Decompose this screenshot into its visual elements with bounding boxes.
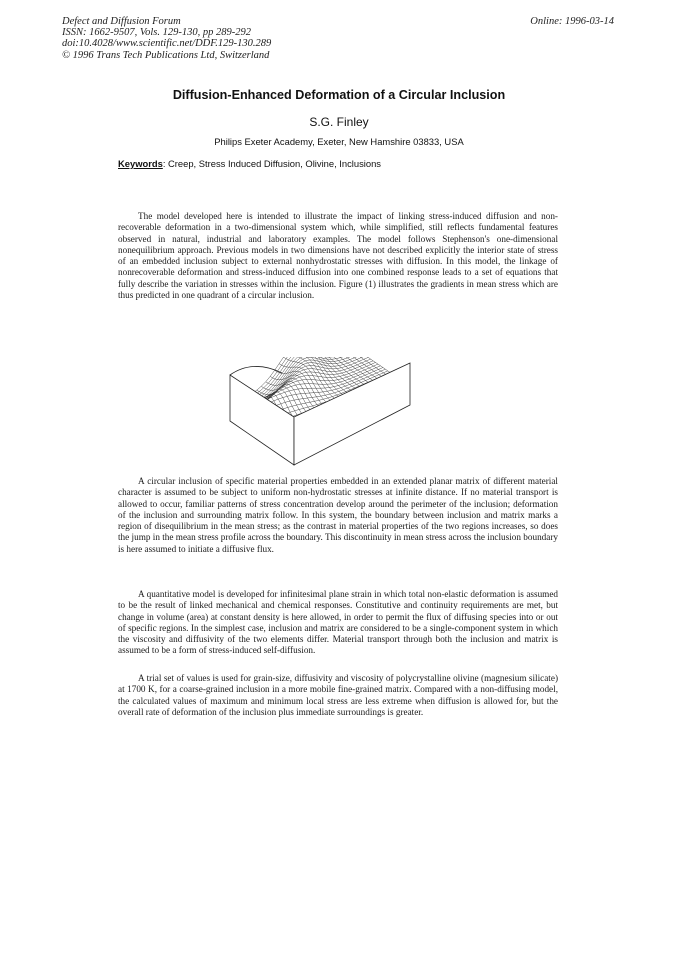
online-date: Online: 1996-03-14 — [530, 16, 614, 27]
doi-line[interactable]: doi:10.4028/www.scientific.net/DDF.129-130.289 — [62, 38, 272, 50]
author-affiliation: Philips Exeter Academy, Exeter, New Hamshire 03833, USA — [214, 136, 464, 147]
author-name: S.G. Finley — [309, 115, 369, 129]
stress-surface-plot — [224, 357, 420, 469]
paragraph-text: The model developed here is intended to illustrate the impact of linking stress-induced diffusion and non-recoverable deformation in a two-dimensional system which, while simplified, still reflects fundamental features observed in natural, industrial and laboratory examples. The model follows Stephenson's one-dimensional nonequilibrium approach. Previous models in two dimensions have not described explicitly the interior state of stress of an embedded inclusion subject to external nonhydrostatic stresses with diffusion. In this model, the linkage of nonrecoverable deformation and stress-induced diffusion into one combined response leads to a set of equations that fully describe the variation in stresses within the inclusion. Figure (1) illustrates the gradients in mean stress which are thus predicted in one quadrant of a circular inclusion. — [118, 211, 558, 301]
keywords-list: : Creep, Stress Induced Diffusion, Olivine, Inclusions — [162, 158, 381, 169]
paragraph-text: A quantitative model is developed for infinitesimal plane strain in which total non-elastic deformation is assumed to be the result of linked mechanical and chemical responses. Constitutive and continuity requirements are met, but change in volume (area) at constant density is here allowed, in order to permit the flux of diffusing species into or out of specific regions. In the simplest case, inclusion and matrix are considered to be a single-component system in which the viscosity and diffusivity of the two elements differ. Material transport through both the inclusion and matrix is assumed to be a form of stress-induced self-diffusion. — [118, 589, 558, 656]
copyright-line: © 1996 Trans Tech Publications Ltd, Switzerland — [62, 49, 270, 61]
paper-title: Diffusion-Enhanced Deformation of a Circular Inclusion — [172, 88, 506, 102]
paragraph-text: A trial set of values is used for grain-size, diffusivity and viscosity of polycrystalline olivine (magnesium silicate) at 1700 K, for a coarse-grained inclusion in a more mobile fine-grained matrix. Compared with a non-diffusing model, the calculated values of maximum and minimum local stress are less extreme when diffusion is allowed for, but the overall rate of deformation of the inclusion plus immediate surroundings is greater. — [118, 673, 558, 717]
issn-line: ISSN: 1662-9507, Vols. 129-130, pp 289-292 — [62, 27, 251, 39]
body-paragraph-1 — [118, 211, 558, 301]
figure-1-stress-surface — [224, 357, 420, 469]
journal-header — [62, 16, 271, 61]
body-paragraph-4 — [118, 673, 558, 718]
body-paragraph-2 — [118, 476, 558, 555]
body-paragraph-3 — [118, 589, 558, 657]
paragraph-text: A circular inclusion of specific material properties embedded in an extended planar matrix of different material character is assumed to be subject to uniform non-hydrostatic stresses at infinite distance. If no material transport is allowed to occur, familiar patterns of stress concentration develop around the perimeter of the inclusion; deformation of the inclusion and surrounding matrix follow. In this system, the boundary between inclusion and matrix marks a region of disequilibrium in the mean stress; as the contrast in material properties of the two regions increases, so does the jump in the mean stress profile across the boundary. This discontinuity in mean stress across the inclusion boundary is here assumed to initiate a diffusive flux. — [118, 476, 558, 554]
keywords-line — [118, 158, 381, 169]
keywords-label: Keywords — [118, 158, 163, 169]
journal-name: Defect and Diffusion Forum — [62, 16, 181, 27]
